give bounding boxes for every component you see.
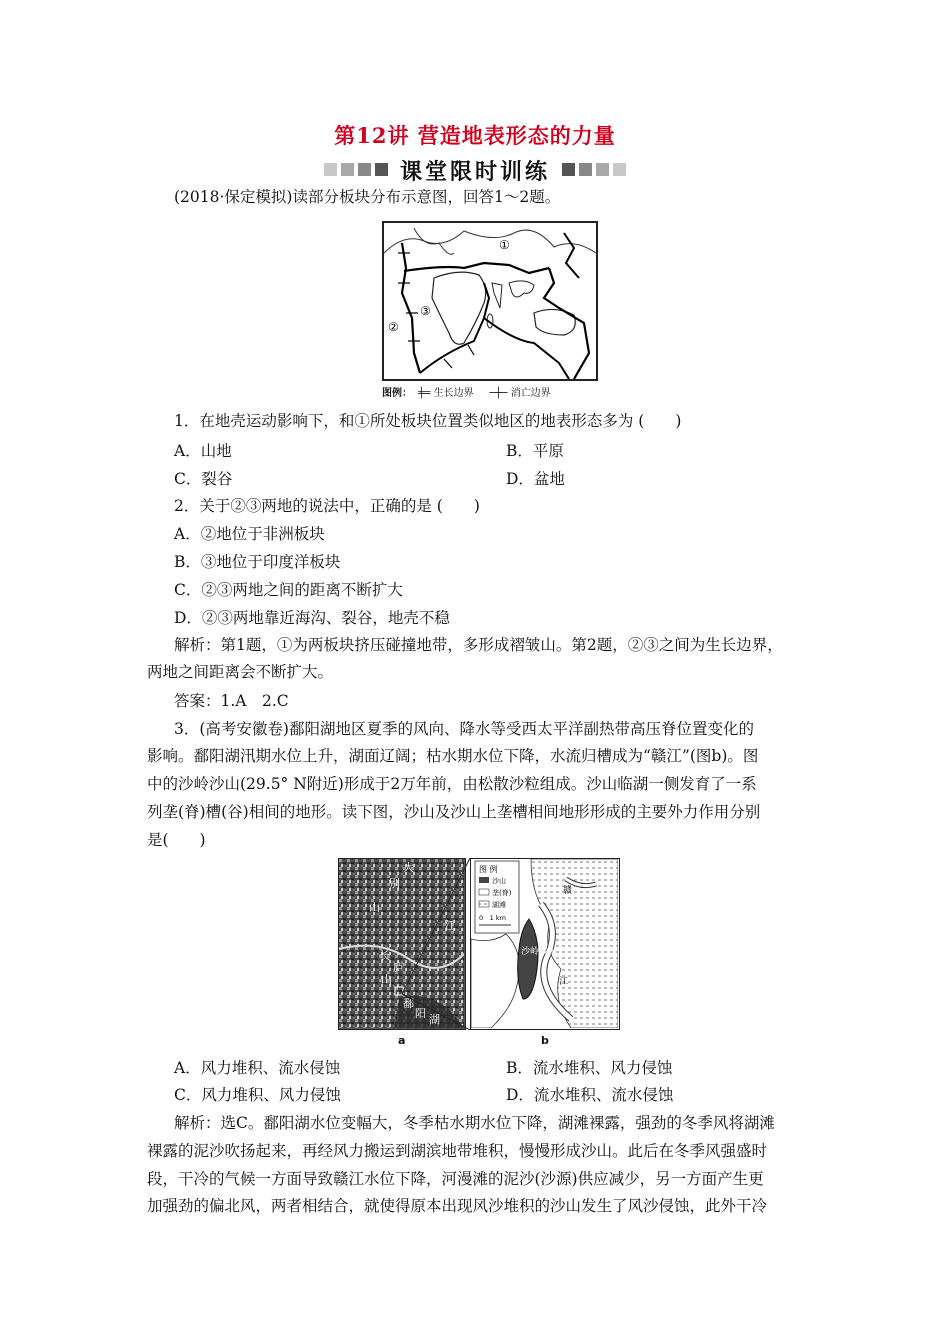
- analysis3-line4: 加强劲的偏北风，两者相结合，就使得原本出现风沙堆积的沙山发生了风沙侵蚀，此外干冷: [147, 1197, 768, 1215]
- plate-map-legend: [382, 384, 551, 399]
- q1-option-a: A．山地: [174, 442, 232, 460]
- q3-option-a: A．风力堆积、流水侵蚀: [174, 1059, 341, 1077]
- q3-line5: 是( ): [147, 831, 206, 849]
- legend2-item-flat: 湖滩: [492, 901, 506, 909]
- sand-hill-label: 沙岭沙山: [521, 947, 558, 957]
- q1-option-d: D．盆地: [506, 470, 565, 488]
- q3-option-b: B．流水堆积、风力侵蚀: [506, 1059, 673, 1077]
- marker-1: ①: [499, 238, 510, 252]
- q2-option-d: D．②③两地靠近海沟、裂谷，地壳不稳: [174, 609, 450, 627]
- plate-map: [384, 223, 596, 379]
- map-label-bie: 别: [389, 877, 400, 890]
- legend2-title: 图 例: [479, 865, 498, 874]
- figure-caption-b: b: [541, 1034, 549, 1047]
- legend2-item-sand: 沙山: [492, 877, 506, 885]
- marker-3: ③: [420, 304, 431, 318]
- banner-text: 课堂限时训练: [399, 160, 550, 185]
- q3-line4: 列垄(脊)槽(谷)相间的地形。读下图，沙山及沙山上垄槽相间地形形成的主要外力作用分别: [147, 803, 761, 821]
- q1-stem: 1．在地壳运动影响下，和①所处板块位置类似地区的地表形态多为 ( ): [174, 412, 682, 430]
- sand-hill-shape: [518, 919, 538, 999]
- q2-option-a: A．②地位于非洲板块: [174, 525, 325, 543]
- q3-line2: 影响。鄱阳湖汛期水位上升，湖面辽阔；枯水期水位下降，水流归槽成为“赣江”(图b)。图: [147, 747, 759, 765]
- legend-grow: 生长边界: [433, 388, 474, 399]
- map-label-lu: 庐: [393, 961, 404, 974]
- analysis3-line3: 段，干冷的气候一方面导致赣江水位下降，河漫滩的泥沙(沙源)供应减少，另一方面产生更: [147, 1170, 764, 1188]
- sub-boundary-icon: ─┼─: [476, 388, 511, 399]
- section-banner: [0, 155, 950, 186]
- map-label-po: 鄱: [403, 997, 414, 1010]
- legend2-item-ridge: 垄(脊): [492, 889, 512, 897]
- plate-map-figure: [382, 221, 598, 381]
- q3-option-c: C．风力堆积、风力侵蚀: [174, 1086, 341, 1104]
- map-label-da: 大: [403, 861, 414, 874]
- map-label-hu: 湖: [429, 1013, 440, 1026]
- river-label-jiang: 江: [559, 977, 569, 987]
- map-label-jiang: 江: [445, 919, 456, 932]
- legend2-scale: 0 1 km: [479, 914, 506, 922]
- q2-option-c: C．②③两地之间的距离不断扩大: [174, 581, 403, 599]
- map-label-chang: 长: [379, 949, 390, 962]
- q1-option-c: C．裂谷: [174, 470, 233, 488]
- q2-stem: 2．关于②③两地的说法中，正确的是 ( ): [174, 497, 480, 515]
- q3-option-d: D．流水堆积、流水侵蚀: [506, 1086, 674, 1104]
- q3-line3: 中的沙岭沙山(29.5° N附近)形成于2万年前，由松散沙粒组成。沙山临湖一侧发育了一系: [147, 775, 757, 793]
- legend-sub: 消亡边界: [510, 388, 551, 399]
- map-label-lushan: 山: [381, 973, 392, 986]
- q2-option-b: B．③地位于印度洋板块: [174, 553, 341, 571]
- intro-text: (2018·保定模拟)读部分板块分布示意图，回答1～2题。: [174, 188, 561, 206]
- marker-2: ②: [388, 320, 399, 334]
- analysis1-line2: 两地之间距离会不断扩大。: [147, 663, 334, 681]
- river-label-gan: 赣: [563, 886, 573, 896]
- q3-line1: 3．(高考安徽卷)鄱阳湖地区夏季的风向、降水等受西太平洋副热带高压脊位置变化的: [174, 720, 754, 738]
- figure-caption-a: a: [398, 1034, 406, 1047]
- banner-decoration-right: [560, 161, 628, 180]
- map-label-yang: 阳: [415, 1007, 426, 1020]
- map-label-shan: 山: [369, 901, 380, 914]
- q1-option-b: B．平原: [506, 442, 564, 460]
- sand-hill-map: [471, 859, 618, 1028]
- banner-decoration-left: [322, 161, 390, 180]
- legend-title: 图例：: [382, 388, 412, 399]
- analysis3-line2: 裸露的泥沙吹扬起来，再经风力搬运到湖滨地带堆积，慢慢形成沙山。此后在冬季风强盛时: [147, 1142, 768, 1160]
- page-title: 第12讲 营造地表形态的力量: [334, 123, 616, 148]
- analysis3-line1: 解析：选C。鄱阳湖水位变幅大，冬季枯水期水位下降，湖滩裸露，强劲的冬季风将湖滩: [174, 1114, 775, 1132]
- sand-hill-detail-figure: [470, 858, 620, 1030]
- answer1: 答案：1.A 2.C: [174, 692, 289, 710]
- grow-boundary-icon: ╪═: [415, 388, 434, 399]
- analysis1-line1: 解析：第1题，①为两板块挤压碰撞地带，多形成褶皱山。第2题，②③之间为生长边界，: [174, 636, 783, 654]
